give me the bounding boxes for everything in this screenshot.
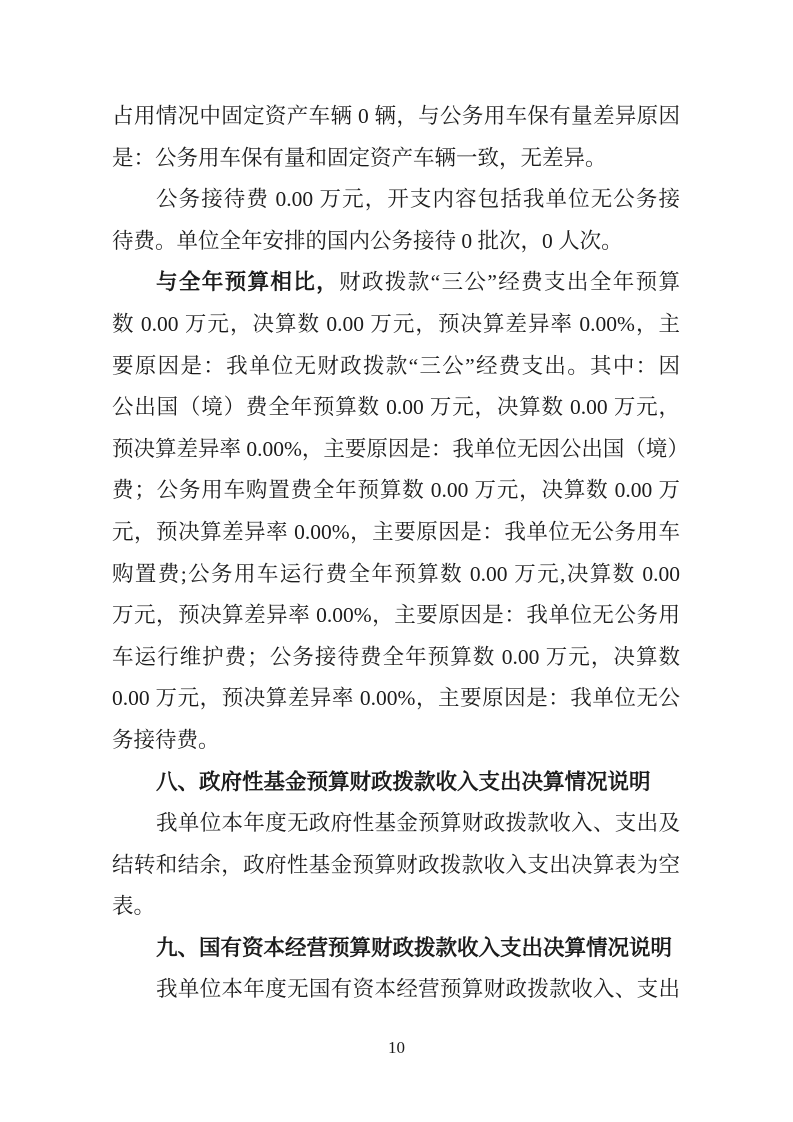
text-segment: 占用情况中固定资产车辆 0 辆，与公务用车保有量差异原因: [112, 104, 680, 128]
text-block: [112, 96, 689, 1011]
text-line: [112, 595, 680, 637]
text-segment: 公出国（境）费全年预算数 0.00 万元，决算数 0.00 万元，: [112, 395, 680, 420]
text-line: [112, 886, 680, 928]
text-segment: 费；公务用车购置费全年预算数 0.00 万元，决算数 0.00 万: [112, 478, 680, 503]
page-number: 10: [388, 1038, 405, 1057]
text-segment: 万元，预决算差异率 0.00%，主要原因是：我单位无公务用: [112, 603, 680, 628]
text-segment: 购置费;公务用车运行费全年预算数 0.00 万元,决算数 0.00: [112, 561, 680, 586]
text-segment: 结转和结余，政府性基金预算财政拨款收入支出决算表为空: [112, 852, 680, 877]
text-line: [112, 678, 680, 720]
text-line: [112, 387, 680, 429]
text-line: [112, 262, 680, 304]
text-segment: 表。: [112, 894, 156, 919]
text-line: [112, 637, 680, 679]
text-segment: 财政拨款“三公”经费支出全年预算: [339, 270, 680, 295]
text-line: [112, 96, 680, 138]
text-segment: 务接待费。: [112, 727, 220, 752]
text-line: [112, 845, 680, 887]
text-line: [112, 512, 680, 554]
section-heading-line: [112, 928, 680, 970]
text-segment: 公务接待费 0.00 万元，开支内容包括我单位无公务接: [156, 187, 680, 212]
text-segment: 待费。单位全年安排的国内公务接待 0 批次，0 人次。: [112, 228, 623, 253]
text-segment: 0.00 万元，预决算差异率 0.00%，主要原因是：我单位无公: [112, 686, 680, 711]
section-heading-line: [112, 762, 680, 804]
text-line: [112, 969, 680, 1011]
text-segment: 要原因是：我单位无财政拨款“三公”经费支出。其中：因: [112, 353, 680, 378]
bold-text-segment: 与全年预算相比，: [156, 270, 340, 295]
text-segment: 元，预决算差异率 0.00%，主要原因是：我单位无公务用车: [112, 519, 680, 544]
text-segment: 我单位本年度无国有资本经营预算财政拨款收入、支出: [156, 977, 680, 1002]
text-line: [112, 470, 680, 512]
text-line: [112, 138, 680, 180]
text-line: [112, 554, 680, 596]
text-line: [112, 429, 689, 471]
text-segment: 数 0.00 万元，决算数 0.00 万元，预决算差异率 0.00%，主: [112, 311, 680, 336]
text-segment: 是：公务用车保有量和固定资产车辆一致，无差异。: [112, 145, 607, 170]
text-segment: 预决算差异率 0.00%，主要原因是：我单位无因公出国（境）: [112, 436, 689, 461]
text-line: [112, 803, 680, 845]
text-segment: 我单位本年度无政府性基金预算财政拨款收入、支出及: [156, 811, 680, 836]
bold-text-segment: 八、政府性基金预算财政拨款收入支出决算情况说明: [156, 769, 651, 794]
text-line: [112, 221, 680, 263]
text-line: [112, 720, 680, 762]
bold-text-segment: 九、国有资本经营预算财政拨款收入支出决算情况说明: [156, 935, 673, 960]
text-segment: 车运行维护费；公务接待费全年预算数 0.00 万元，决算数: [112, 644, 680, 669]
text-line: [112, 179, 680, 221]
text-line: [112, 346, 680, 388]
text-line: [112, 304, 680, 346]
